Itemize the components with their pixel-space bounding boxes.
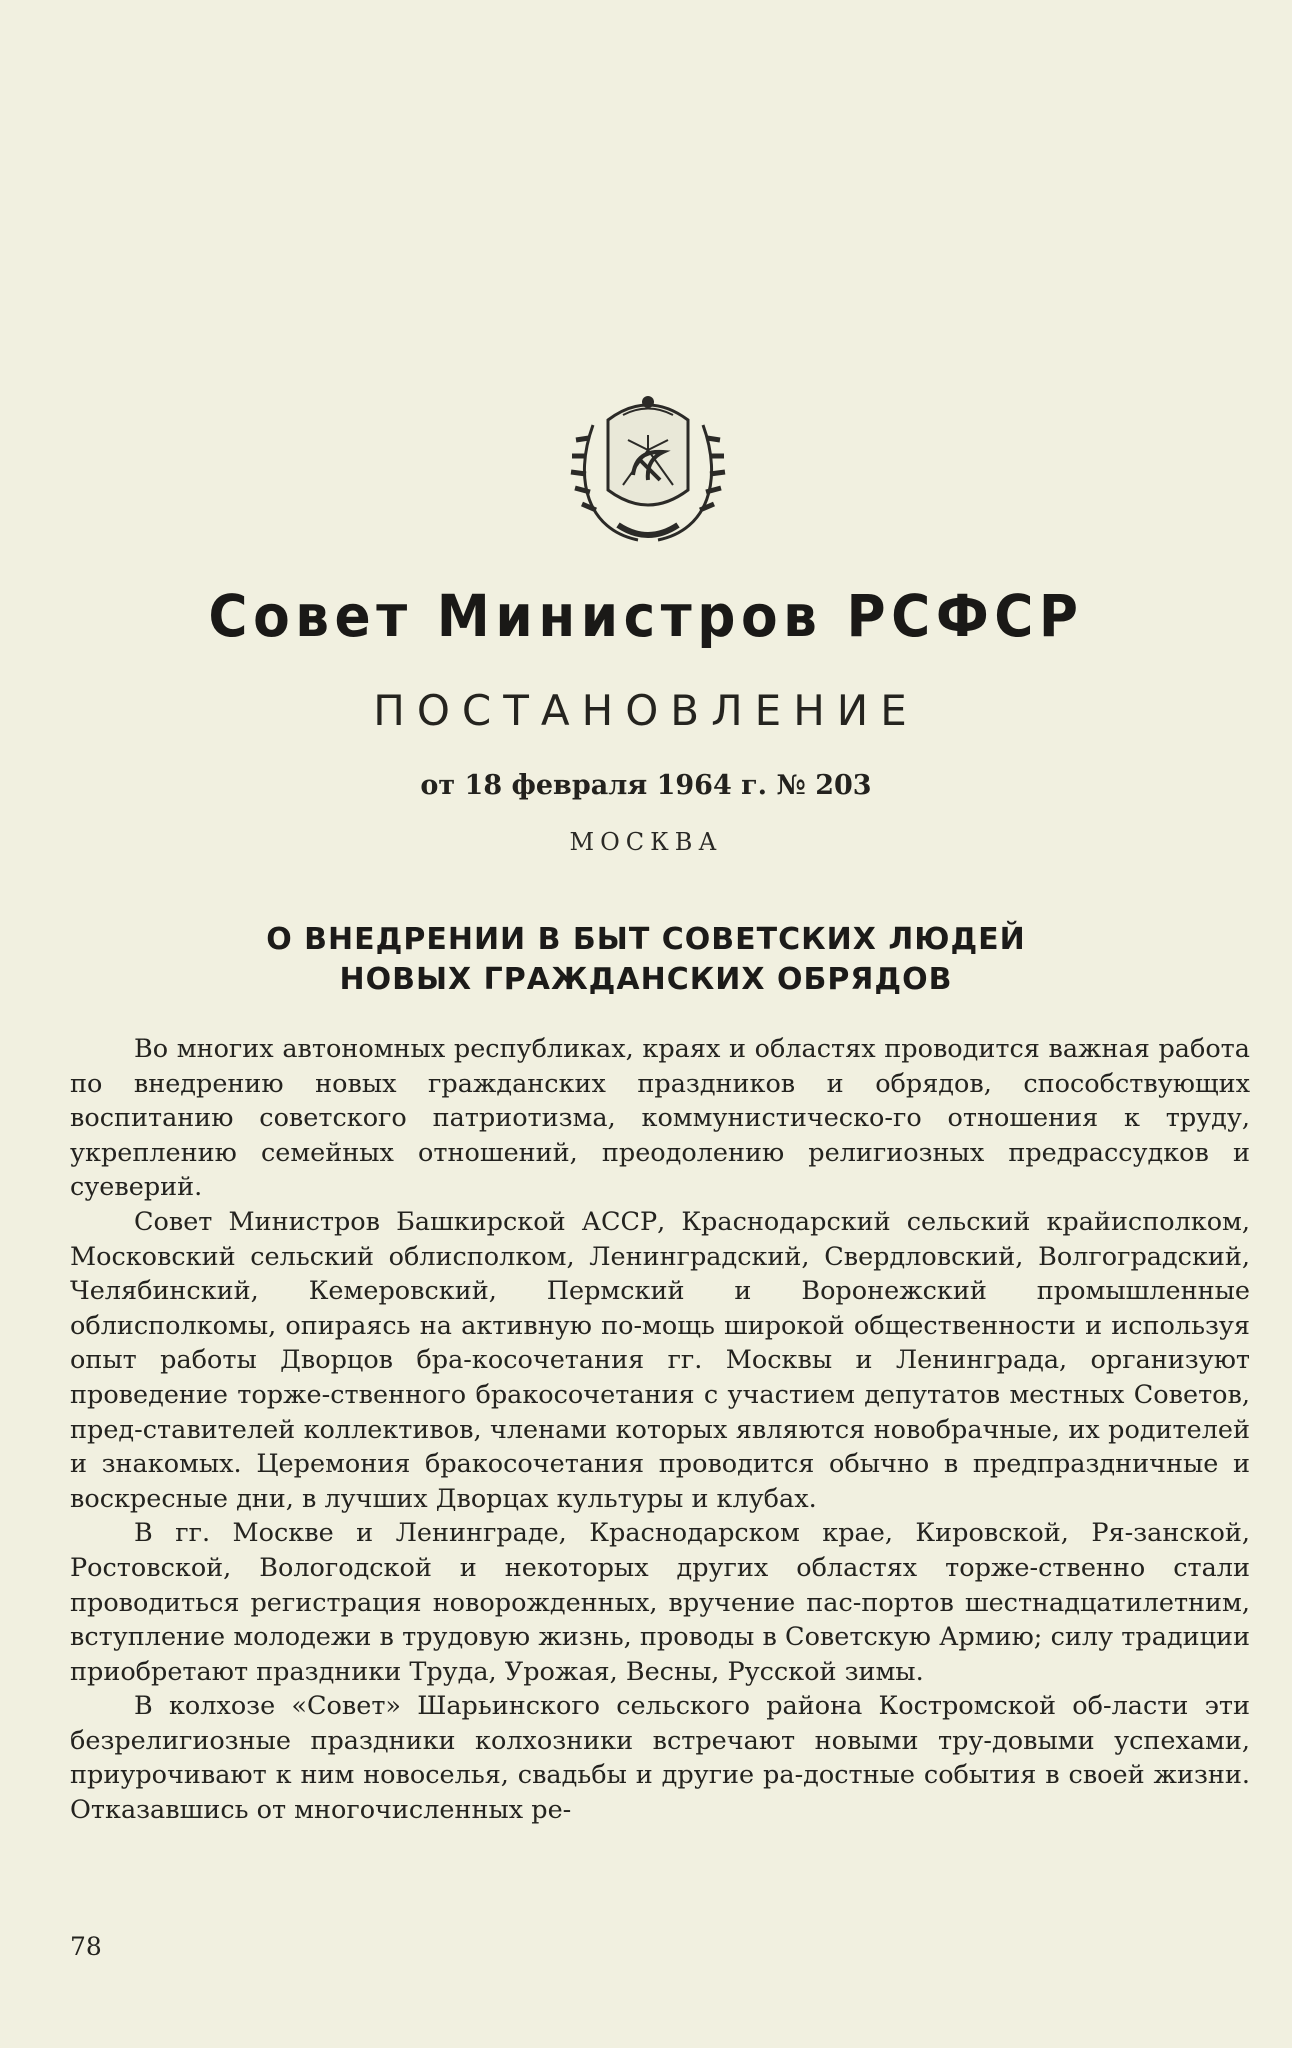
paragraph-3: В гг. Москве и Ленинграде, Краснодарском крае, Кировской, Ря-занской, Ростовской, Вологодской и некоторых других областях торже-ственно стали проводиться регистрация новорожденных, вручение пас-портов шестнадцатилетним, вступление молодежи в трудовую жизнь, проводы в Советскую Армию; силу традиции приобретают праздники Труда, Урожая, Весны, Русской зимы. <box>70 1518 1250 1687</box>
paragraph-2: Совет Министров Башкирской АССР, Краснодарский сельский крайисполком, Московский сельский облисполком, Ленинградский, Свердловский, Волгоградский, Челябинский, Кемеровский, Пермский и Воронежский промышленные облисполкомы, опираясь на активную по-мощь широкой общественности и используя опыт работы Дворцов бра-косочетания гг. Москвы и Ленинграда, организуют проведение торже-ственного бракосочетания с участием депутатов местных Советов, пред-ставителей коллективов, членами которых являются новобрачные, их родителей и знакомых. Церемония бракосочетания проводится обычно в предпраздничные и воскресные дни, в лучших Дворцах культуры и клубах. <box>70 1206 1250 1514</box>
document-type: ПОСТАНОВЛЕНИЕ <box>373 686 919 735</box>
document-place: МОСКВА <box>569 828 723 856</box>
title-line-1: О ВНЕДРЕНИИ В БЫТ СОВЕТСКИХ ЛЮДЕЙ <box>266 922 1026 957</box>
document-title <box>0 920 1292 1000</box>
issuing-authority: Совет Министров РСФСР <box>208 582 1084 650</box>
title-line-2: НОВЫХ ГРАЖДАНСКИХ ОБРЯДОВ <box>339 962 953 997</box>
document-body <box>70 1032 1250 1828</box>
paragraph-4: В колхозе «Совет» Шарьинского сельского района Костромской об-ласти эти безрелигиозные праздники колхозники встречают новыми тру-довыми успехами, приурочивают к ним новоселья, свадьбы и другие ра-достные события в своей жизни. Отказавшись от многочисленных ре- <box>70 1691 1250 1826</box>
page-number: 78 <box>70 1932 102 1961</box>
paragraph-1: Во многих автономных республиках, краях и областях проводится важная работа по внедрению новых гражданских праздников и обрядов, способствующих воспитанию советского патриотизма, коммунистическо-го отношения к труду, укреплению семейных отношений, преодолению религиозных предрассудков и суеверий. <box>70 1034 1250 1203</box>
document-date-number: от 18 февраля 1964 г. № 203 <box>420 770 872 801</box>
rsfsr-coat-of-arms-icon <box>568 380 728 560</box>
